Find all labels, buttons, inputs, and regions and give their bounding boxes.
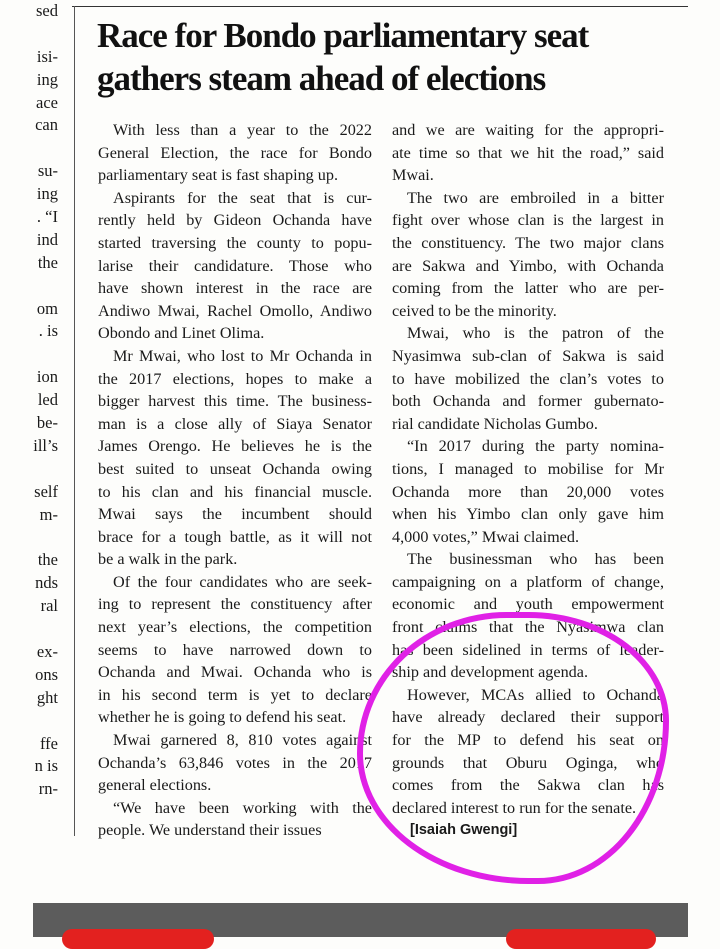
text-line: The two are embroiled in a bitter xyxy=(407,188,664,207)
fragment-line: ing xyxy=(36,69,58,89)
fragment-line: om xyxy=(36,298,58,318)
text-line: “In 2017 during the party nomina- xyxy=(407,437,664,456)
fragment-line: isi- xyxy=(36,46,58,66)
fragment-line: the xyxy=(37,550,58,570)
column-divider xyxy=(74,6,75,836)
fragment-line xyxy=(0,458,58,481)
text-line: Obondo and Linet Olima. xyxy=(98,324,265,343)
fragment-line: ace xyxy=(36,92,58,112)
text-line: have already declared their support xyxy=(392,708,664,727)
article-column-2 xyxy=(392,119,664,842)
text-line: be a walk in the park. xyxy=(98,550,238,569)
text-line: are Sakwa and Yimbo, with Ochanda xyxy=(392,256,664,275)
text-line: ceived to be the minority. xyxy=(392,301,557,320)
text-line: for the MP to defend his seat on xyxy=(392,731,664,750)
text-line: The businessman who has been xyxy=(407,550,664,569)
text-line: Mwai. xyxy=(392,166,434,185)
text-line: front claims that the Nyasimwa clan xyxy=(392,618,664,637)
fragment-line xyxy=(0,23,58,46)
top-rule xyxy=(72,6,688,7)
text-line: James Orengo. He believes he is the xyxy=(98,437,372,456)
byline: [Isaiah Gwengi] xyxy=(410,822,518,839)
fragment-line: ffe xyxy=(39,733,58,753)
text-line: larise their candidature. Those who xyxy=(98,256,372,275)
fragment-line: ing xyxy=(36,184,58,204)
text-line: Ochanda and Mwai. Ochanda who is xyxy=(98,663,372,682)
text-line: rial candidate Nicholas Gumbo. xyxy=(392,414,598,433)
fragment-line: nds xyxy=(35,573,58,593)
text-line: Ochanda more than 20,000 votes xyxy=(392,482,664,501)
text-line: to his clan and his financial muscle. xyxy=(98,482,372,501)
fragment-line: m- xyxy=(39,504,58,524)
fragment-line xyxy=(0,526,58,549)
text-line: coming from the latter who are per- xyxy=(392,279,664,298)
text-line: to have mobilized the clan’s votes to xyxy=(392,369,664,388)
text-line: ship and development agenda. xyxy=(392,663,588,682)
text-line: next year’s elections, the competition xyxy=(98,618,372,637)
left-column-fragment xyxy=(0,0,58,801)
text-line: With less than a year to the 2022 xyxy=(113,121,372,139)
text-line: However, MCAs allied to Ochanda xyxy=(407,685,664,704)
left-action-button[interactable] xyxy=(62,929,214,949)
text-line: Of the four candidates who are seek- xyxy=(113,572,372,591)
right-action-button[interactable] xyxy=(506,929,656,949)
fragment-line: . is xyxy=(38,321,58,341)
headline-line: Race for Bondo parliamentary seat xyxy=(97,16,589,55)
text-line: started traversing the county to popu- xyxy=(98,233,372,252)
text-line: fight over whose clan is the largest in xyxy=(392,211,664,230)
text-line: the 2017 elections, hopes to make a xyxy=(98,369,372,388)
text-line: general elections. xyxy=(98,776,212,795)
fragment-line: led xyxy=(37,390,58,410)
text-line: man is a close ally of Siaya Senator xyxy=(98,414,372,433)
text-line: declared interest to run for the senate. xyxy=(392,798,637,817)
text-line: tions, I managed to mobilise for Mr xyxy=(392,459,664,478)
fragment-line: the xyxy=(37,252,58,272)
fragment-line: ons xyxy=(35,664,58,684)
text-line: and we are waiting for the appropri- xyxy=(392,121,664,139)
headline xyxy=(97,14,697,100)
text-line: Ochanda’s 63,846 votes in the 2017 xyxy=(98,753,372,772)
article-column-1 xyxy=(98,119,372,842)
text-line: economic and youth empowerment xyxy=(392,595,664,614)
text-line: ate time so that we hit the road,” said xyxy=(392,143,664,162)
text-line: Andiwo Mwai, Rachel Omollo, Andiwo xyxy=(98,301,372,320)
text-line: ing to represent the constituency after xyxy=(98,595,372,614)
fragment-line: ion xyxy=(36,367,58,387)
text-line: 4,000 votes,” Mwai claimed. xyxy=(392,527,580,546)
text-line: seems to have narrowed down to xyxy=(98,640,372,659)
text-line: General Election, the race for Bondo xyxy=(98,143,372,162)
text-line: grounds that Oburu Oginga, who xyxy=(392,753,664,772)
text-line: best suited to unseat Ochanda owing xyxy=(98,459,372,478)
text-line: Nyasimwa sub-clan of Sakwa is said xyxy=(392,346,664,365)
fragment-line xyxy=(0,710,58,733)
fragment-line: self xyxy=(34,481,58,501)
fragment-line xyxy=(0,618,58,641)
fragment-line: . “I xyxy=(36,207,58,227)
text-line: Mwai, who is the patron of the xyxy=(407,324,664,343)
text-line: campaigning on a platform of change, xyxy=(392,572,664,591)
text-line: Aspirants for the seat that is cur- xyxy=(113,188,372,207)
text-line: parliamentary seat is fast shaping up. xyxy=(98,166,339,185)
text-line: in his second term is yet to declare xyxy=(98,685,372,704)
text-line: rently held by Gideon Ochanda have xyxy=(98,211,372,230)
fragment-line xyxy=(0,137,58,160)
fragment-line: ill’s xyxy=(33,435,58,455)
text-line: Mwai garnered 8, 810 votes against xyxy=(113,731,372,750)
fragment-line: ex- xyxy=(36,641,58,661)
fragment-line: can xyxy=(35,115,58,135)
fragment-line: ght xyxy=(36,687,58,707)
text-line: have shown interest in the race are xyxy=(98,279,372,298)
text-line: Mr Mwai, who lost to Mr Ochanda in xyxy=(113,346,372,365)
fragment-line: n is xyxy=(34,756,58,776)
fragment-line: ral xyxy=(40,596,58,616)
fragment-line: ind xyxy=(36,229,58,249)
fragment-line: sed xyxy=(36,1,58,20)
text-line: when his Yimbo clan only gave him xyxy=(392,505,664,524)
fragment-line xyxy=(0,275,58,298)
text-line: people. We understand their issues xyxy=(98,821,322,840)
headline-line: gathers steam ahead of elections xyxy=(97,59,546,98)
fragment-line: su- xyxy=(37,161,58,181)
text-line: the constituency. The two major clans xyxy=(392,233,664,252)
fragment-line: be- xyxy=(36,413,58,433)
text-line: both Ochanda and former gubernato- xyxy=(392,392,664,411)
text-line: whether he is going to defend his seat. xyxy=(98,708,347,727)
text-line: comes from the Sakwa clan has xyxy=(392,776,664,795)
text-line: bigger harvest this time. The business- xyxy=(98,392,372,411)
text-line: “We have been working with the xyxy=(113,798,372,817)
text-line: has been sidelined in terms of leader- xyxy=(392,640,664,659)
text-line: Mwai says the incumbent should xyxy=(98,505,372,524)
fragment-line xyxy=(0,343,58,366)
fragment-line: rn- xyxy=(38,779,58,799)
text-line: brace for a tough battle, as it will not xyxy=(98,527,372,546)
